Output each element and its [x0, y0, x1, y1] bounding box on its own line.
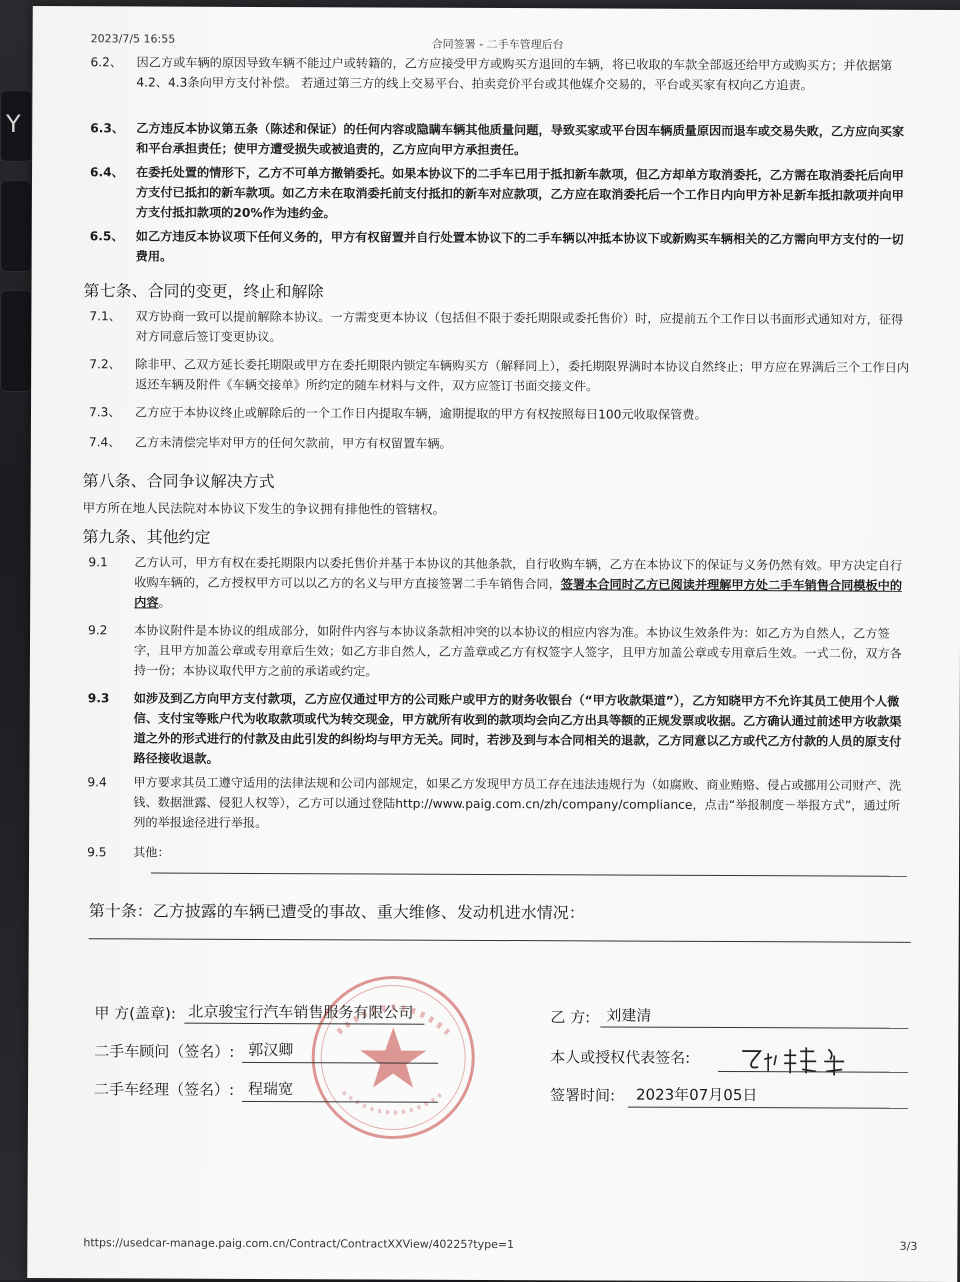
section-10-title: 第十条：乙方披露的车辆已遭受的事故、重大维修、发动机进水情况： — [88, 901, 585, 923]
clause-9-1 — [88, 552, 908, 616]
clause-9-1-body: 乙方认可，甲方有权在委托期限内以委托售价并基于本协议的其他条款，自行收购车辆，乙方在本协议下的保证与义务仍然有效。甲方决定自行收购车辆的，乙方授权甲方可以以乙方的名义与甲方直接签署二手车销售合同， — [134, 555, 903, 592]
section-9-title: 第九条、其他约定 — [82, 527, 211, 547]
party-a-line — [184, 1023, 424, 1025]
clause-9-1-underlined: 签署本合同时乙方已阅读并理解甲方处二手车销售合同模板中的内容 — [134, 577, 903, 610]
contract-page — [27, 6, 960, 1282]
clause-7-3 — [89, 402, 909, 426]
clause-number: 9.2 — [88, 623, 108, 638]
party-b-value: 刘建清 — [606, 1006, 652, 1025]
section-8-title: 第八条、合同争议解决方式 — [82, 471, 275, 492]
clause-number: 6.5、 — [89, 229, 124, 244]
clause-9-4 — [87, 772, 907, 836]
keyboard-key-left-2 — [0, 290, 32, 392]
clause-6-4 — [90, 162, 910, 226]
clause-number: 9.1 — [88, 555, 108, 570]
clause-text: 本协议附件是本协议的组成部分，如附件内容与本协议条款相冲突的以本协议的相应内容为准。本协议生效条件为：如乙方为自然人，乙方签字，且甲方加盖公章或专用章后生效；如乙方非自然人，乙方盖章或乙方有权签字人签字，且甲方加盖公章或专用章后生效。一式二份，双方各持一份；本协议取代甲方之前的承诺或约定。 — [133, 623, 902, 679]
clause-number: 9.4 — [87, 775, 107, 790]
clause-text: 甲方要求其员工遵守适用的法律法规和公司内部规定，如果乙方发现甲方员工存在违法违规行为（如腐败、商业贿赂、侵占或挪用公司财产、洗钱、数据泄露、侵犯人权等），乙方可以通过登陆http://www.paig.com.cn/zh/company/compliance，点击“举报制度－举报方式”，通过所列的举报途径进行举报。 — [133, 775, 902, 831]
clause-6-3 — [90, 118, 910, 162]
party-a-value: 北京骏宝行汽车销售服务有限公司 — [188, 1002, 414, 1022]
clause-6-5 — [90, 226, 910, 270]
print-header-title: 合同签署 - 二手车管理后台 — [431, 37, 564, 52]
clause-text: 因乙方或车辆的原因导致车辆不能过户或转籍的，乙方应接受甲方或购买方退回的车辆，将已收取的车款全部返还给甲方或购买方；并依据第4.2、4.3条向甲方支付补偿。 若通过第三方的线上交易平台、拍卖竞价平台或其他媒介交易的，平台或买家有权向乙方追责。 — [136, 55, 893, 93]
consultant-value: 郭汉卿 — [248, 1040, 294, 1060]
party-b-line — [600, 1026, 908, 1028]
keyboard-key-left — [0, 180, 32, 272]
clause-9-2 — [88, 620, 908, 684]
clause-text: 其他： — [133, 845, 170, 860]
clause-number: 9.3 — [87, 691, 110, 706]
clause-text: 如涉及到乙方向甲方支付款项，乙方应仅通过甲方的公司账户或甲方的财务收银台（“甲方收款渠道”），乙方知晓甲方不允许其员工使用个人微信、支付宝等账户代为收取款项或代为转交现金，甲方就所有收到的款项均会向乙方出具等额的正规发票或收据。乙方确认通过前述甲方收款渠道之外的形式进行的付款及由此引发的纠纷均与甲方无关。同时，若涉及到与本合同相关的退款，乙方同意以乙方或代乙方付款的人员的原支付路径接收退款。 — [133, 691, 902, 766]
clause-text: 在委托处置的情形下，乙方不可单方撤销委托。如果本协议下的二手车已用于抵扣新车款项，但乙方却单方取消委托，乙方需在取消委托后向甲方支付已抵扣的新车款项。如乙方未在取消委托前支付抵扣的新车对应款项，乙方应在取消委托后一个工作日内向甲方补足新车抵扣款项并向甲方支付抵扣款项的20%作为违约金。 — [135, 165, 904, 221]
clause-text: 双方协商一致可以提前解除本协议。一方需变更本协议（包括但不限于委托期限或委托售价）时，应提前五个工作日以书面形式通知对方，征得对方同意后签订变更协议。 — [135, 309, 904, 345]
clause-number: 7.2、 — [89, 357, 121, 372]
section-7-title: 第七条、合同的变更，终止和解除 — [83, 281, 324, 302]
clause-7-2 — [89, 354, 909, 398]
clause-9-5 — [87, 842, 907, 866]
clause-text: 除非甲、乙双方延长委托期限或甲方在委托期限内锁定车辆购买方（解释同上），委托期限界满时本协议自然终止；甲方应在界满后三个工作日内返还车辆及附件《车辆交接单》所约定的随车材料与文件，双方应签订书面交接文件。 — [135, 357, 910, 394]
clause-number: 6.4、 — [90, 165, 124, 180]
clause-7-4 — [89, 432, 909, 456]
clause-number: 7.4、 — [88, 435, 121, 450]
manager-value: 程瑞宽 — [248, 1079, 294, 1099]
clause-text: 乙方未清偿完毕对甲方的任何欠款前，甲方有权留置车辆。 — [134, 435, 452, 451]
company-seal-stamp — [308, 972, 479, 1143]
party-b-label: 乙 方: — [550, 1008, 591, 1027]
print-timestamp: 2023/7/5 16:55 — [90, 32, 176, 46]
clause-number: 6.3、 — [90, 121, 125, 136]
manager-label: 二手车经理（签名）: — [94, 1080, 235, 1099]
clause-number: 9.5 — [87, 845, 107, 860]
consultant-label: 二手车顾问（签名）: — [94, 1042, 235, 1061]
section-10-line — [89, 938, 911, 943]
date-label: 签署时间: — [549, 1086, 616, 1105]
clause-text: 乙方违反本协议第五条（陈述和保证）的任何内容或隐瞒车辆其他质量问题，导致买家或平台因车辆质量原因而退车或交易失败，乙方应向买家和平台承担责任；使甲方遭受损失或被追责的，乙方应向甲方承担责任。 — [136, 121, 905, 158]
section-8-text: 甲方所在地人民法院对本协议下发生的争议拥有排他性的管辖权。 — [82, 500, 446, 517]
clause-number: 7.3、 — [88, 405, 121, 420]
clause-text: 乙方应于本协议终止或解除后的一个工作日内提取车辆，逾期提取的甲方有权按照每日100元收取保管费。 — [134, 405, 707, 422]
clause-7-1 — [89, 306, 909, 350]
footer-url: https://usedcar-manage.paig.com.cn/Contract/ContractXXView/40225?type=1 — [83, 1236, 515, 1252]
clause-text: 如乙方违反本协议项下任何义务的，甲方有权留置并自行处置本协议下的二手车辆以冲抵本协议下或新购买车辆相关的乙方需向甲方支付的一切费用。 — [135, 229, 904, 264]
clause-number: 6.2、 — [90, 55, 123, 70]
clause-9-3 — [87, 688, 907, 772]
clause-6-2 — [90, 52, 910, 96]
date-line — [628, 1107, 908, 1109]
clause-9-5-line — [151, 873, 907, 877]
representative-label: 本人或授权代表签名: — [550, 1048, 691, 1067]
clause-number: 7.1、 — [89, 309, 122, 324]
clause-9-1-end: 。 — [158, 595, 171, 610]
handwritten-signature — [738, 1043, 868, 1080]
page-number: 3/3 — [899, 1239, 918, 1253]
date-value: 2023年07月05日 — [635, 1085, 758, 1105]
clause-text — [134, 552, 908, 615]
party-a-label: 甲 方(盖章): — [94, 1004, 176, 1023]
key-y-glyph: Y — [6, 110, 21, 138]
